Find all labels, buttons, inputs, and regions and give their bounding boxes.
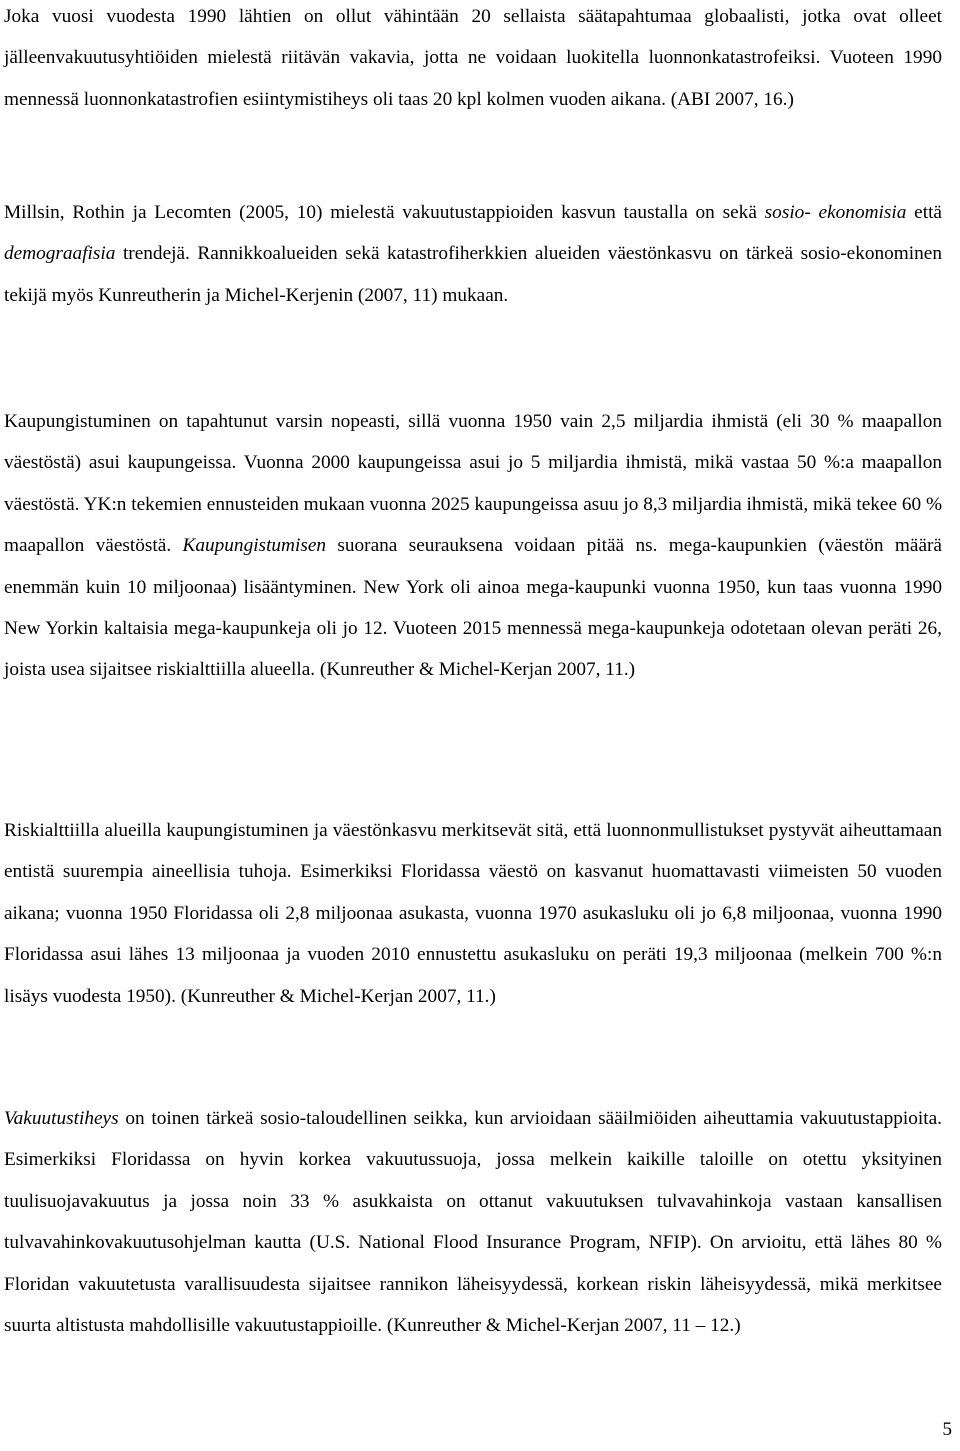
- text-line: Joka vuosi vuodesta 1990 lähtien on ollut vähintään 20 sellaista säätapahtumaa globaalisti, jotka: [4, 6, 841, 27]
- text-line: miljoonaa ja vuoden 2010 ennustettu asukasluku on peräti 19,3 miljoonaa (melkein 700 %:n lisäys: [4, 944, 942, 1007]
- italic-term-kaupungistumisen: Kaupungistumisen: [182, 535, 327, 557]
- text-fragment: on toinen tärkeä sosio-taloudellinen seikka, kun arvioidaan sääilmiöiden aiheuttamia: [118, 1108, 794, 1129]
- text-line: vakuutuksen tulvavahinkoja vastaan kansallisen tulvavahinkovakuutusohjelman kautta (U.S.: [4, 1190, 942, 1254]
- paragraph-risk-areas-florida: [4, 810, 942, 1017]
- text-line: luonnonkatastrofeiksi. Vuoteen 1990 mennessä luonnonkatastrofien esiintymistiheys oli taas 20 kpl: [4, 47, 942, 110]
- text-line: ihmistä, mikä vastaa 50 %:a maapallon väestöstä. YK:n tekemien ennusteiden mukaan vuonna 2025: [4, 452, 942, 515]
- paragraph-natural-disasters: [4, 0, 942, 120]
- page-number: 5: [942, 1419, 952, 1440]
- text-line: taas vuonna 1990 New Yorkin kaltaisia mega-kaupunkeja oli jo 12. Vuoteen 2015 mennessä mega-: [4, 576, 942, 640]
- text-line: vuodesta 1950). (Kunreuther & Michel-Kerjan 2007, 11.): [52, 985, 496, 1007]
- italic-term-vakuutustiheys: Vakuutustiheys: [4, 1108, 119, 1129]
- text-line: kasvanut huomattavasti viimeisten 50 vuoden aikana; vuonna 1950 Floridassa oli 2,8 miljoonaa: [4, 861, 942, 924]
- text-fragment: suorana seurauksena voidaan pitää ns. mega-kaupunkien (väestön määrä: [326, 535, 942, 557]
- text-line: varallisuudesta sijaitsee rannikon läheisyydessä, korkean riskin läheisyydessä, mikä merkitsee: [184, 1273, 942, 1295]
- text-line: mukaan.: [442, 284, 509, 306]
- text-line: suurta altistusta mahdollisille vakuutustappioille. (Kunreuther & Michel-Kerjan 2007, 11 – 12.): [4, 1315, 741, 1337]
- text-line: ovat olleet jälleenvakuutusyhtiöiden mielestä riitävän vakavia, jotta ne voidaan luokitella: [4, 6, 942, 69]
- text-line: National Flood Insurance Program, NFIP). On arvioitu, että lähes 80 % Floridan vakuutetusta: [4, 1232, 942, 1295]
- text-line: Riskialttiilla alueilla kaupungistuminen ja väestönkasvu merkitsevät sitä, että luonnonmullistukset: [4, 820, 764, 841]
- text-line: asukasta, vuonna 1970 asukasluku oli jo 6,8 miljoonaa, vuonna 1990 Floridassa asui lähes 13: [4, 902, 942, 966]
- text-line: vakuutustappioita. Esimerkiksi Floridassa on hyvin korkea vakuutussuoja, jossa melkein kaikille: [4, 1108, 942, 1171]
- text-line: kaupunkeja odotetaan olevan peräti 26, joista usea sijaitsee riskialttiilla alueella. (Kunreuther &: [4, 618, 942, 681]
- text-line: Kaupungistuminen on tapahtunut varsin nopeasti, sillä vuonna 1950 vain 2,5 miljardia ihmistä (eli: [4, 411, 802, 432]
- text-line: kaupungeissa asuu jo 8,3 miljardia ihmistä, mikä tekee 60 % maapallon väestöstä.: [4, 493, 942, 557]
- text-fragment: että: [906, 202, 942, 223]
- text-line: Millsin, Rothin ja Lecomten (2005, 10) mielestä vakuutustappioiden kasvun taustalla on sekä: [4, 202, 765, 223]
- text-line: taloille on otettu yksityinen tuulisuojavakuutus ja jossa noin 33 % asukkaista on ottanut: [4, 1149, 943, 1212]
- italic-term-ekonomisia: ekonomisia: [818, 202, 907, 223]
- text-line: pystyvät aiheuttamaan entistä suurempia aineellisia tuhoja. Esimerkiksi Floridassa väestö on: [4, 820, 942, 883]
- text-line: väestönkasvu on tärkeä sosio-ekonominen tekijä myös Kunreutherin ja Michel-Kerjenin (2007, 11): [4, 243, 942, 306]
- paragraph-urbanization: [4, 401, 942, 691]
- text-line: kolmen vuoden aikana. (ABI 2007, 16.): [486, 88, 794, 110]
- text-line: 30 % maapallon väestöstä) asui kaupungeissa. Vuonna 2000 kaupungeissa asui jo 5 miljardia: [4, 411, 942, 474]
- paragraph-insurance-density: [4, 1098, 942, 1346]
- text-line: Michel-Kerjan 2007, 11.): [438, 659, 636, 681]
- italic-term-demograafisia: demograafisia: [4, 243, 116, 265]
- italic-term-sosio: sosio-: [764, 202, 811, 223]
- paragraph-socioeconomic-trends: [4, 192, 942, 316]
- text-fragment: trendejä. Rannikkoalueiden sekä katastrofiherkkien alueiden: [115, 243, 601, 265]
- text-line: enemmän kuin 10 miljoonaa) lisääntyminen. New York oli ainoa mega-kaupunki vuonna 1950, kun: [4, 576, 797, 598]
